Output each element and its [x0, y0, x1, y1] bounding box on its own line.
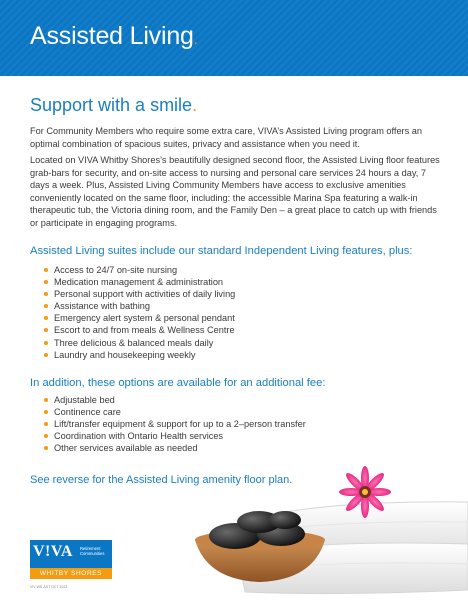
options-heading: In addition, these options are available for an additional fee: [30, 377, 326, 389]
viva-logo [30, 540, 112, 580]
location-paragraph: Located on VIVA Whitby Shores’s beautifully designed second floor, the Assisted Living floor features grab-bars for security, and on-site access to nursing and personal care services 24 hours a day, 7 days a week. Plus, Assisted Living Community Members have access to exclusive amenities conveniently located on the same floor, including: the accessible Marina Spa featuring a walk-in therapeutic tub, the Victoria dining room, and the Family Den – a great place to catch up with friends or participate in engaging programs. [30, 155, 440, 228]
list-item: Adjustable bed [44, 394, 364, 406]
subtitle-text: Support with a smile [30, 95, 193, 115]
list-item: Coordination with Ontario Health services [44, 430, 364, 442]
list-item: Continence care [44, 406, 364, 418]
list-item: Assistance with bathing [44, 300, 364, 312]
logo-tagline: Retirement Communities [80, 546, 105, 556]
spa-stones-illustration [185, 440, 468, 608]
suites-list [44, 264, 364, 361]
page-title [30, 22, 197, 51]
reverse-note: See reverse for the Assisted Living amenity floor plan. [30, 474, 293, 486]
stone [269, 511, 301, 529]
intro-paragraph: For Community Members who require some extra care, VIVA’s Assisted Living program offers an optimal combination of spacious suites, privacy and assistance when you need it. [30, 126, 422, 149]
logo-brand: V!VA [33, 543, 73, 560]
suites-heading: Assisted Living suites include our standard Independent Living features, plus: [30, 245, 413, 257]
list-item: Other services available as needed [44, 442, 364, 454]
list-item: Lift/transfer equipment & support for up to a 2–person transfer [44, 418, 364, 430]
page-title-text: Assisted Living [30, 22, 194, 50]
gerbera-flower [339, 466, 391, 518]
footer-code: VIV-WS-AST OCT 2022 [30, 585, 68, 589]
list-item: Laundry and housekeeping weekly [44, 349, 364, 361]
subtitle-dot: . [192, 95, 198, 115]
header-band [0, 0, 468, 76]
list-item: Three delicious & balanced meals daily [44, 337, 364, 349]
list-item: Access to 24/7 on-site nursing [44, 264, 364, 276]
list-item: Personal support with activities of daily living [44, 288, 364, 300]
logo-location: WHITBY SHORES [30, 568, 112, 579]
list-item: Escort to and from meals & Wellness Centre [44, 324, 364, 336]
subtitle [30, 95, 197, 116]
list-item: Emergency alert system & personal pendant [44, 312, 364, 324]
list-item: Medication management & administration [44, 276, 364, 288]
title-dot: . [193, 31, 198, 47]
